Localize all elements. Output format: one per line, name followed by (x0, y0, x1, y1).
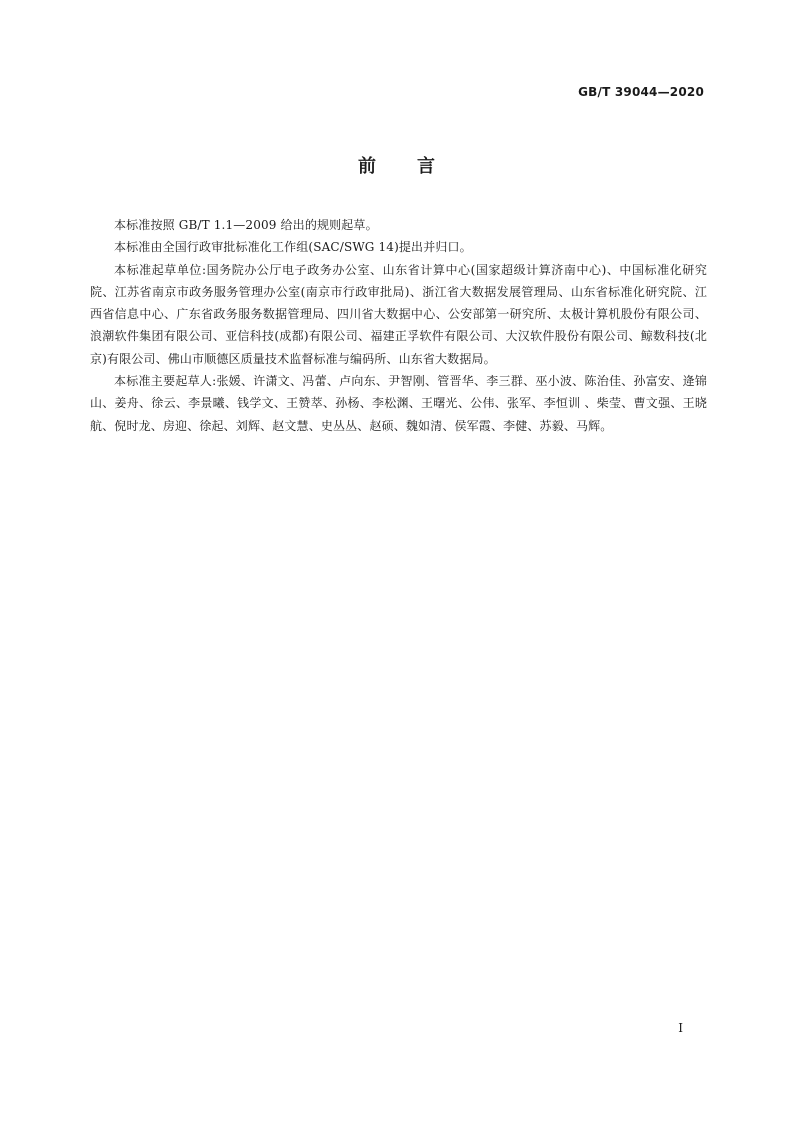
paragraph-drafters: 本标准主要起草人:张媛、许潇文、冯蕾、卢向东、尹智刚、管晋华、李三群、巫小波、陈治佳、孙富安、逄锦山、姜舟、徐云、李景曦、钱学文、王赞萃、孙杨、李松渊、王曙光、公伟、张军、李恒训 、柴莹、曹文强、王晓航、倪时龙、房迎、徐起、刘辉、赵文慧、史丛丛、赵硕、魏如清、侯军霞、李健、苏毅、马辉。 (90, 374, 707, 433)
page-title (0, 152, 794, 178)
paragraph-proposer: 本标准由全国行政审批标准化工作组(SAC/SWG 14)提出并归口。 (114, 240, 472, 255)
title-char-2: 言 (417, 156, 436, 177)
standard-code: GB/T 39044—2020 (578, 85, 704, 99)
title-char-1: 前 (358, 156, 377, 177)
paragraph-drafting-rules: 本标准按照 GB/T 1.1—2009 给出的规则起草。 (114, 218, 378, 232)
page-number: I (678, 1021, 683, 1035)
foreword-body (90, 214, 707, 437)
paragraph-drafting-units: 本标准起草单位:国务院办公厅电子政务办公室、山东省计算中心(国家超级计算济南中心)、中国标准化研究院、江苏省南京市政务服务管理办公室(南京市行政审批局)、浙江省大数据发展管理局、山东省标准化研究院、江西省信息中心、广东省政务服务数据管理局、四川省大数据中心、公安部第一研究所、太极计算机股份有限公司、浪潮软件集团有限公司、亚信科技(成都)有限公司、福建正孚软件有限公司、大汉软件股份有限公司、鲸数科技(北京)有限公司、佛山市顺德区质量技术监督标准与编码所、山东省大数据局。 (90, 262, 707, 366)
